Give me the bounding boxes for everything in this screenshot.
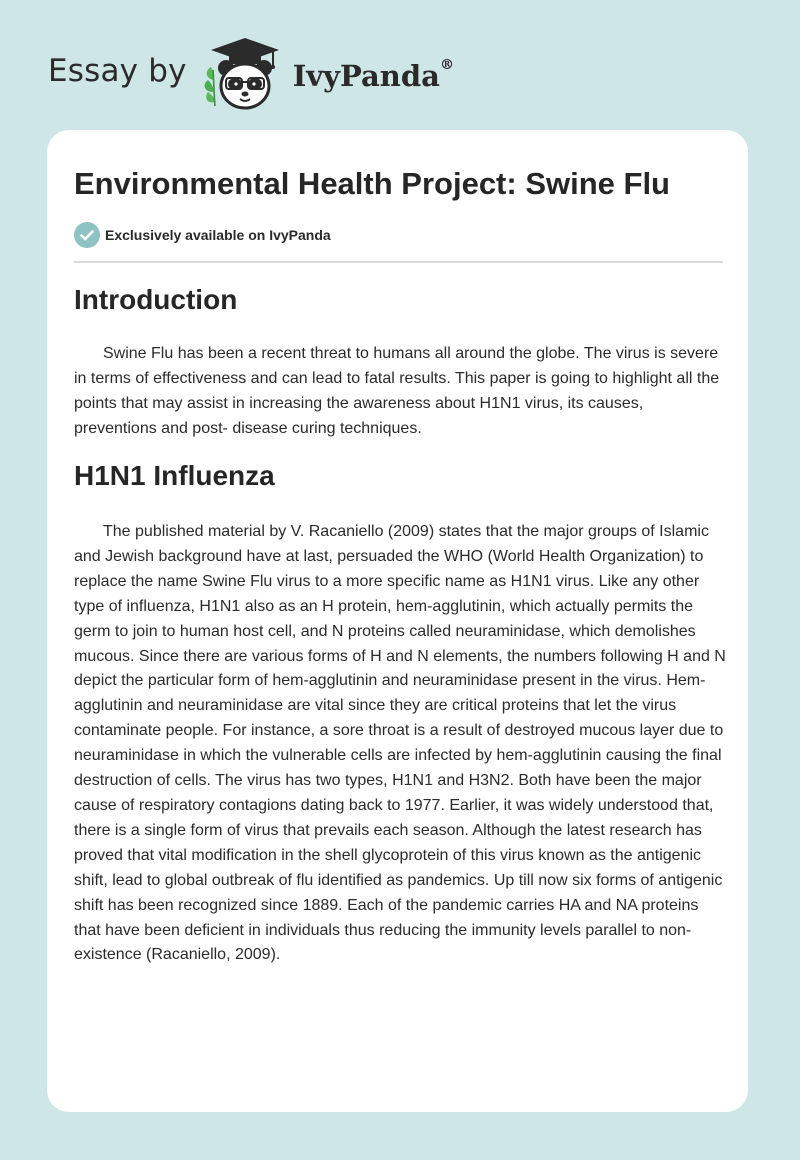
section-paragraph-introduction: Swine Flu has been a recent threat to humans all around the globe. The virus is severe in terms of effectiveness and can lead to fatal results. This paper is going to highlight all the points that may assist in increasing the awareness about H1N1 virus, its causes, preventions and post- disease curing techniques. (74, 345, 720, 437)
exclusive-label: Exclusively available on IvyPanda (105, 227, 331, 243)
exclusive-badge (74, 222, 331, 248)
section-heading-introduction: Introduction (74, 284, 238, 315)
registered-mark: ® (439, 57, 454, 73)
brand-name: IvyPanda® (292, 57, 454, 93)
section-paragraph-h1n1: The published material by V. Racaniello (2009) states that the major groups of Islamic and Jewish background have at last, persuaded the WHO (World Health Organization) to replace the name Swine Flu virus to a more specific name as H1N1 virus. Like any other type of influenza, H1N1 also as an H protein, hem-agglutinin, which actually permits the germ to join to human host cell, and N proteins called neuraminidase, which demolishes mucous. Since there are various forms of H and N elements, the numbers following H and N depict the particular form of hem-agglutinin and neuraminidase present in the virus. Hem-agglutinin and neuraminidase are vital since they are critical proteins that let the virus contaminate people. For instance, a sore throat is a result of destroyed mucous layer due to neuraminidase in which the vulnerable cells are infected by hem-agglutinin causing the final destruction of cells. The virus has two types, H1N1 and H3N2. Both have been the major cause of respiratory contagions dating back to 1977. Earlier, it was widely understood that, there is a single form of virus that prevails each season. Although the latest research has proved that vital modification in the shell glycoprotein of this virus known as the antigenic shift, lead to global outbreak of flu identified as pandemics. Up till now six forms of antigenic shift has been recognized since 1889. Each of the pandemic carries HA and NA proteins that have been deficient in individuals thus reducing the immunity levels parallel to non-existence (Racaniello, 2009). (74, 523, 726, 964)
check-circle-icon (74, 222, 100, 248)
divider (74, 261, 723, 263)
brand-prefix: Essay by (48, 53, 187, 89)
page-title: Environmental Health Project: Swine Flu (74, 166, 670, 201)
essay-card (47, 130, 748, 1112)
section-heading-h1n1: H1N1 Influenza (74, 460, 275, 491)
brand-header[interactable] (48, 34, 454, 114)
panda-graduate-logo-icon (199, 34, 291, 114)
